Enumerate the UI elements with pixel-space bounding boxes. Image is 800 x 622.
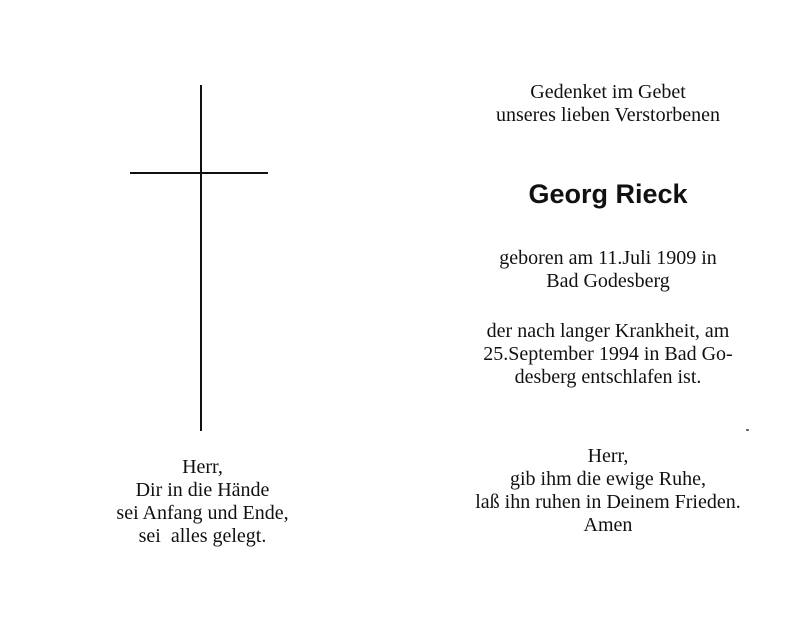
prayer-line: Herr, [587,445,629,467]
cross-horizontal-bar [130,172,268,174]
left-verse-line: Dir in die Hände [135,479,270,501]
prayer-line: Amen [583,514,633,536]
left-verse-line: sei alles gelegt. [138,525,267,547]
prayer-line: laß ihn ruhen in Deinem Frieden. [475,491,741,513]
prayer-text [440,445,776,537]
print-speck [746,429,749,431]
death-line: 25.September 1994 in Bad Go- [483,343,733,365]
death-line: desberg entschlafen ist. [514,366,702,388]
left-verse-line: sei Anfang und Ende, [116,502,289,524]
intro-line: Gedenket im Gebet [530,81,686,103]
left-verse [60,456,345,548]
prayer-line: gib ihm die ewige Ruhe, [509,468,707,490]
left-verse-line: Herr, [182,456,223,478]
cross-vertical-bar [200,85,202,431]
intro-line: unseres lieben Verstorbenen [495,104,720,126]
death-line: der nach langer Krankheit, am [486,320,730,342]
death-info [440,320,776,389]
birth-info [440,247,776,293]
birth-line: geboren am 11.Juli 1909 in [499,247,717,269]
deceased-name: Georg Rieck [528,179,688,209]
birth-line: Bad Godesberg [546,270,670,292]
intro-text [440,81,776,127]
